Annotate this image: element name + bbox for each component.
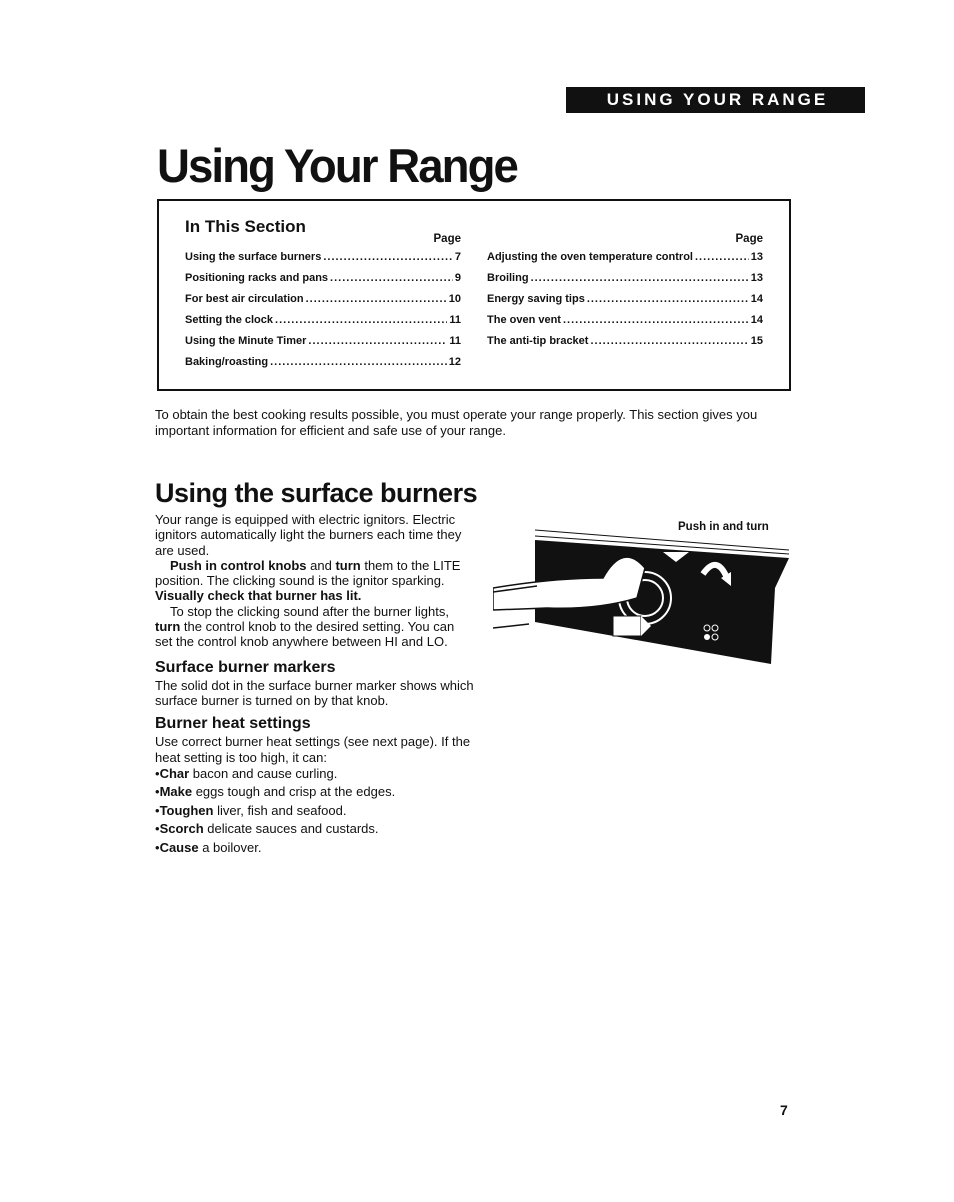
toc-entry-page: 15 [750,335,763,347]
bold-text: Char [159,765,190,781]
heat-warning-item [155,820,475,839]
toc-entry-page: 13 [750,251,763,263]
text: the control knob to the desired setting. You can set the control knob anywhere between HI and LO. [155,619,455,650]
toc-entry-title: Adjusting the oven temperature control [487,251,693,263]
toc-leader-dots [306,289,447,310]
toc-entry-title: Energy saving tips [487,293,585,305]
section-body [155,512,475,857]
heat-warning-item [155,783,475,802]
bold-text: Make [159,784,193,800]
toc-leader-dots [330,268,453,289]
toc-entry-page: 14 [750,314,763,326]
toc-entry [185,289,461,310]
bold-text: Cause [159,839,199,855]
toc-leader-dots [531,268,749,289]
toc-entry-title: Positioning racks and pans [185,272,329,284]
toc-entry-title: Broiling [487,272,529,284]
toc-entry-page: 7 [454,251,461,263]
toc-entry-page: 11 [449,335,461,347]
toc-column-left [185,231,461,373]
toc-entry [487,268,763,289]
heat-warning-list [155,765,475,858]
toc-entry-title: Setting the clock [185,314,274,326]
lighting-paragraph [155,558,475,604]
bold-text: Visually check that burner has lit. [155,588,362,604]
markers-paragraph: The solid dot in the surface burner marker shows which surface burner is turned on by that knob. [155,677,474,708]
heat-warning-item [155,765,475,784]
heat-warning-item [155,802,475,821]
toc-leader-dots [308,331,447,352]
toc-entry [487,310,763,331]
page-number: 7 [780,1102,788,1118]
toc-entry-title: Using the Minute Timer [185,335,307,347]
toc-leader-dots [563,310,749,331]
toc-entry-title: The oven vent [487,314,561,326]
figure-caption: Push in and turn [678,521,769,533]
toc-entry-page: 10 [448,293,461,305]
text: delicate sauces and custards. [203,821,379,837]
intro-paragraph: To obtain the best cooking results possible, you must operate your range properly. This section gives you important information for efficient and safe use of your range. [155,407,758,438]
bold-text: turn [335,557,361,573]
toc-heading: In This Section [185,217,306,236]
toc-entry-title: For best air circulation [185,293,304,305]
toc-page-label: Page [433,233,461,245]
heat-warning-item [155,839,475,858]
toc-entry-page: 14 [750,293,763,305]
toc-entry [487,331,763,352]
toc-entry-title: The anti-tip bracket [487,335,589,347]
toc-entry [185,247,461,268]
control-knob-illustration [493,528,793,668]
toc-leader-dots [590,331,748,352]
toc-column-right [487,231,763,352]
text: liver, fish and seafood. [213,802,347,818]
toc-leader-dots [323,247,453,268]
toc-entry [487,289,763,310]
text: them to the LITE position. The clicking sound is the ignitor sparking. [155,557,461,589]
section-banner: USING YOUR RANGE [566,87,865,113]
bold-text: Push in control knobs [170,557,307,573]
bold-text: Scorch [159,821,204,837]
toc-leader-dots [587,289,749,310]
stop-clicking-paragraph [155,604,475,650]
page-title: Using Your Range [157,139,517,192]
toc-entry-title: Using the surface burners [185,251,322,263]
toc-entry [185,310,461,331]
toc-entry-page: 11 [449,314,461,326]
in-this-section-box [157,199,791,391]
toc-entry-page: 13 [750,272,763,284]
heat-settings-subtitle: Burner heat settings [155,715,311,733]
toc-entry [487,247,763,268]
section-title: Using the surface burners [155,478,478,508]
toc-entry-title: Baking/roasting [185,356,269,368]
toc-leader-dots [270,352,447,373]
text: a boilover. [198,839,262,855]
heat-settings-paragraph: Use correct burner heat settings (see next page). If the heat setting is too high, it can: [155,734,471,765]
text: To stop the clicking sound after the burner lights, [170,603,449,619]
toc-entry [185,331,461,352]
toc-entry [185,268,461,289]
toc-leader-dots [695,247,749,268]
text: bacon and cause curling. [189,765,338,781]
bold-text: turn [155,619,181,635]
text: and [306,557,336,573]
ignitor-paragraph: Your range is equipped with electric ignitors. Electric ignitors automatically light the burners each time they are used. [155,512,462,558]
markers-subtitle: Surface burner markers [155,658,336,676]
toc-entry [185,352,461,373]
toc-entry-page: 9 [454,272,461,284]
bold-text: Toughen [159,802,214,818]
text: eggs tough and crisp at the edges. [192,784,396,800]
toc-entry-page: 12 [448,356,461,368]
toc-page-label: Page [735,233,763,245]
toc-leader-dots [275,310,447,331]
